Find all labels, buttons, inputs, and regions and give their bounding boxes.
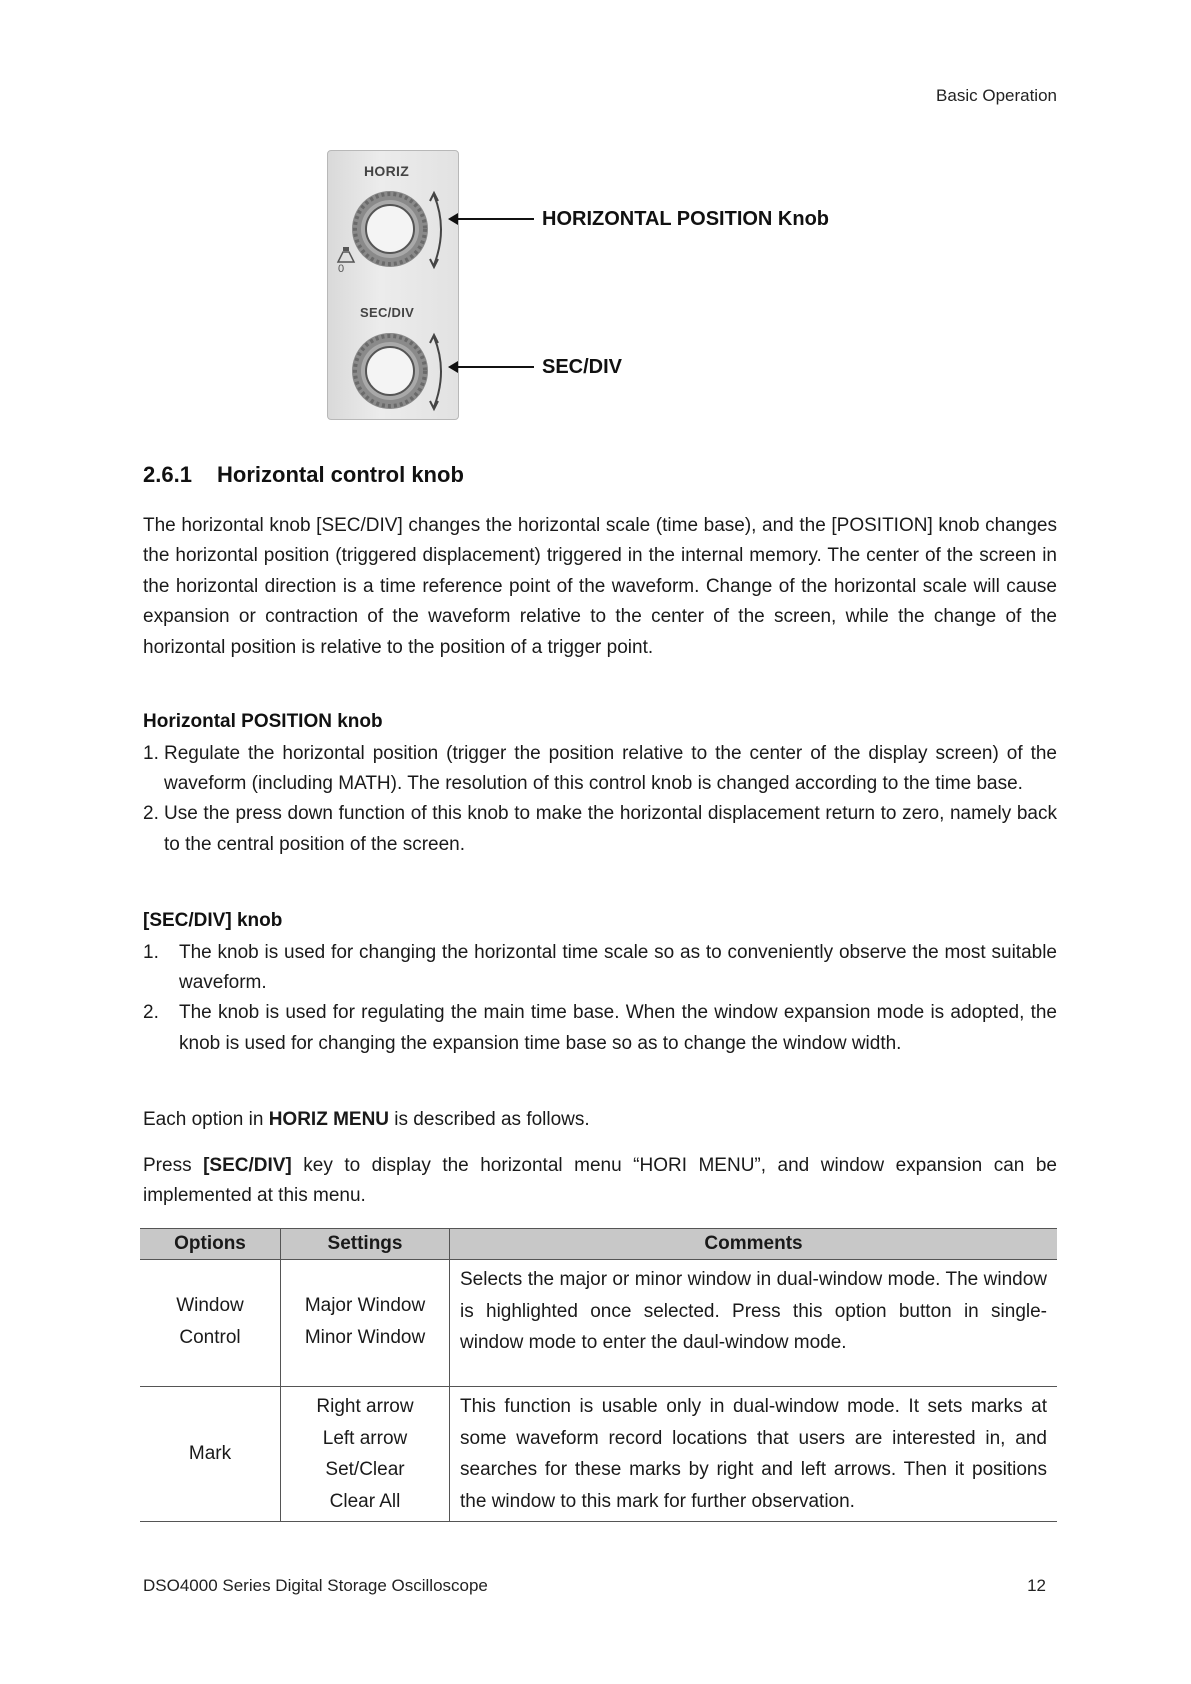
position-knob-heading: Horizontal POSITION knob: [143, 711, 383, 732]
page-number: 12: [1027, 1576, 1046, 1595]
secdiv-knob-icon: [348, 327, 448, 417]
table-row: [140, 1387, 1057, 1522]
list-item: 1. The knob is used for changing the horizontal time scale so as to conveniently observe the most suitable waveform.: [143, 942, 1057, 994]
footer-title: DSO4000 Series Digital Storage Oscilloscope: [143, 1576, 488, 1595]
horiz-menu-table: [140, 1228, 1057, 1522]
intro-paragraph: The horizontal knob [SEC/DIV] changes the horizontal scale (time base), and the [POSITION] knob changes the horizontal position (triggered displacement) triggered in the internal memory. The center of the screen in the horizontal direction is a time reference point of the waveform. Change of the horizontal scale will cause expansion or contraction of the waveform relative to the center of the screen, while the change of the horizontal position is relative to the position of a trigger point.: [143, 515, 1057, 658]
menu-intro-paragraph: Each option in HORIZ MENU is described as follows.: [143, 1109, 590, 1130]
secdiv-knob-list: [143, 938, 1057, 1059]
callout-position-label: HORIZONTAL POSITION Knob: [542, 208, 830, 230]
position-knob-icon: [348, 187, 448, 273]
table-header-comments: Comments: [450, 1229, 1058, 1260]
table-row: [140, 1260, 1057, 1387]
secdiv-knob-heading: [SEC/DIV] knob: [143, 910, 283, 931]
table-header-row: [140, 1229, 1057, 1260]
front-panel-image: [327, 150, 459, 420]
option-cell: Window Control: [140, 1260, 281, 1387]
list-item: 2. The knob is used for regulating the main time base. When the window expansion mode is adopted, the knob is used for changing the expansion time base so as to change the window width.: [143, 1002, 1057, 1054]
table-header-options: Options: [140, 1229, 281, 1260]
callout-arrow-secdiv-icon: [446, 360, 536, 374]
comment-cell: Selects the major or minor window in dual-window mode. The window is highlighted once selected. Press this option button in single-window mode to enter the daul-window mode.: [450, 1260, 1058, 1387]
panel-secdiv-label: SEC/DIV: [360, 305, 415, 320]
comment-cell: This function is usable only in dual-window mode. It sets marks at some waveform record locations that users are interested in, and searches for these marks by right and left arrows. Then it positions the window to this mark for further observation.: [450, 1387, 1058, 1522]
section-heading: [143, 462, 464, 488]
callout-secdiv-label: SEC/DIV: [542, 356, 623, 378]
zero-push-icon: [336, 247, 356, 263]
press-key-paragraph: Press [SEC/DIV] key to display the horizontal menu “HORI MENU”, and window expansion can be implemented at this menu.: [143, 1155, 1057, 1207]
option-cell: Mark: [140, 1387, 281, 1522]
settings-cell: Major Window Minor Window: [281, 1260, 450, 1387]
running-header: Basic Operation: [936, 86, 1057, 105]
position-knob-list: [143, 739, 1057, 860]
table-header-settings: Settings: [281, 1229, 450, 1260]
panel-horiz-label: HORIZ: [364, 163, 410, 179]
section-number: 2.6.1: [143, 462, 192, 487]
section-title: Horizontal control knob: [217, 462, 464, 487]
callout-arrow-position-icon: [446, 212, 536, 226]
list-item: 1. Regulate the horizontal position (trigger the position relative to the center of the display screen) of the waveform (including MATH). The resolution of this control knob is changed according to the time base.: [143, 743, 1057, 795]
settings-cell: Right arrow Left arrow Set/Clear Clear All: [281, 1387, 450, 1522]
panel-zero-label: 0: [338, 263, 345, 275]
list-item: 2. Use the press down function of this knob to make the horizontal displacement return to zero, namely back to the central position of the screen.: [143, 803, 1057, 855]
